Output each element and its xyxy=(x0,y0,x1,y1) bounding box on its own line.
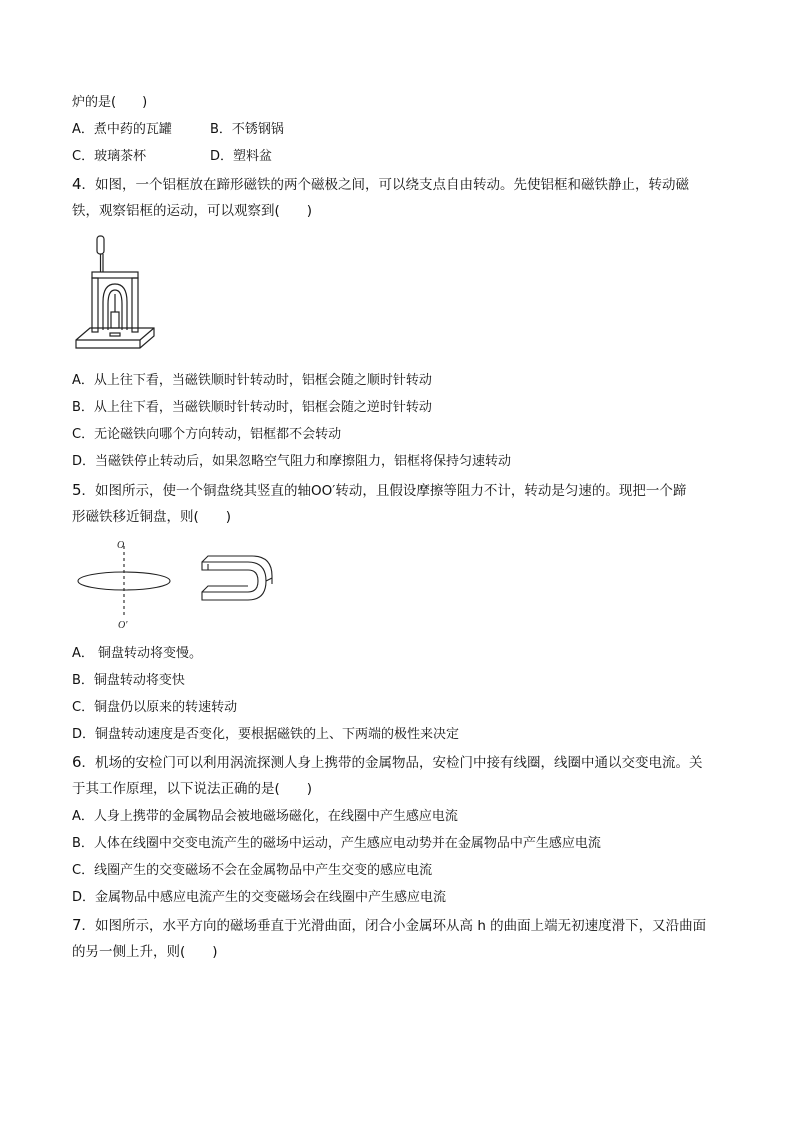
q6-number: 6 xyxy=(72,753,82,771)
q7-stem-line2: 的另一侧上升，则( ) xyxy=(72,944,218,960)
q3-options-row2 xyxy=(72,148,272,166)
q3-option-d: D．塑料盆 xyxy=(210,149,273,164)
q3-option-b: B．不锈钢锅 xyxy=(210,122,284,137)
axis-top-label: O xyxy=(117,540,125,551)
q4-option-d: D．当磁铁停止转动后，如果忽略空气阻力和摩擦阻力，铝框将保持匀速转动 xyxy=(72,454,512,469)
frame-top-bar xyxy=(92,272,138,278)
q3-stem-tail: 炉的是( ) xyxy=(72,95,148,110)
q5-stem-text: ．如图所示，使一个铜盘绕其竖直的轴OO′转动，且假设摩擦等阻力不计，转动是匀速的。现把一个蹄 xyxy=(81,483,687,499)
q4-stem-text: ．如图，一个铝框放在蹄形磁铁的两个磁极之间，可以绕支点自由转动。先使铝框和磁铁静止，转动磁 xyxy=(81,177,690,193)
q5-stem-line1 xyxy=(72,481,686,500)
q4-option-b: B．从上往下看，当磁铁顺时针转动时，铝框会随之逆时针转动 xyxy=(72,400,432,415)
frame-left-post xyxy=(92,278,98,332)
frame-right-post xyxy=(132,278,138,332)
q5-option-d: D．铜盘转动速度是否变化，要根据磁铁的上、下两端的极性来决定 xyxy=(72,727,460,742)
q5-copper-disk-figure xyxy=(72,534,282,630)
q5-option-a: A． 铜盘转动将变慢。 xyxy=(72,646,203,661)
q3-option-a: A．煮中药的瓦罐 xyxy=(72,122,172,137)
q4-stem-line2: 铁，观察铝框的运动，可以观察到( ) xyxy=(72,203,313,219)
q7-stem-text: ．如图所示，水平方向的磁场垂直于光滑曲面，闭合小金属环从高 h 的曲面上端无初速度滑下，又沿曲面 xyxy=(81,918,707,934)
q6-option-c: C．线圈产生的交变磁场不会在金属物品中产生交变的感应电流 xyxy=(72,863,433,878)
q5-option-c: C．铜盘仍以原来的转速转动 xyxy=(72,700,238,715)
q6-stem-line2: 于其工作原理，以下说法正确的是( ) xyxy=(72,781,313,797)
q7-number: 7 xyxy=(72,916,82,934)
q6-stem-line1 xyxy=(72,753,703,772)
q6-option-a: A．人身上携带的金属物品会被地磁场磁化，在线圈中产生感应电流 xyxy=(72,809,458,824)
q5-option-b: B．铜盘转动将变快 xyxy=(72,673,185,688)
q6-stem-text: ．机场的安检门可以利用涡流探测人身上携带的金属物品，安检门中接有线圈，线圈中通以交变电流。关 xyxy=(81,755,703,771)
axis-bottom-label: O′ xyxy=(118,620,128,630)
q7-stem-line1 xyxy=(72,916,706,935)
copper-disk xyxy=(78,572,170,590)
aluminum-frame xyxy=(111,312,119,328)
q3-options-row1 xyxy=(72,121,284,139)
q4-aluminum-frame-magnet-figure xyxy=(72,232,158,360)
q4-option-a: A．从上往下看，当磁铁顺时针转动时，铝框会随之顺时针转动 xyxy=(72,373,432,388)
q4-number: 4 xyxy=(72,175,82,193)
q5-stem-line2: 形磁铁移近铜盘，则( ) xyxy=(72,509,232,525)
q6-option-b: B．人体在线圈中交变电流产生的磁场中运动，产生感应电动势并在金属物品中产生感应电流 xyxy=(72,836,601,851)
q4-stem-line1 xyxy=(72,175,689,194)
q4-option-c: C．无论磁铁向哪个方向转动，铝框都不会转动 xyxy=(72,427,342,442)
q6-option-d: D．金属物品中感应电流产生的交变磁场会在线圈中产生感应电流 xyxy=(72,890,447,905)
q3-option-c: C．玻璃茶杯 xyxy=(72,149,147,164)
q5-number: 5 xyxy=(72,481,82,499)
handle-knob xyxy=(97,236,104,254)
horseshoe-magnet xyxy=(202,562,266,600)
